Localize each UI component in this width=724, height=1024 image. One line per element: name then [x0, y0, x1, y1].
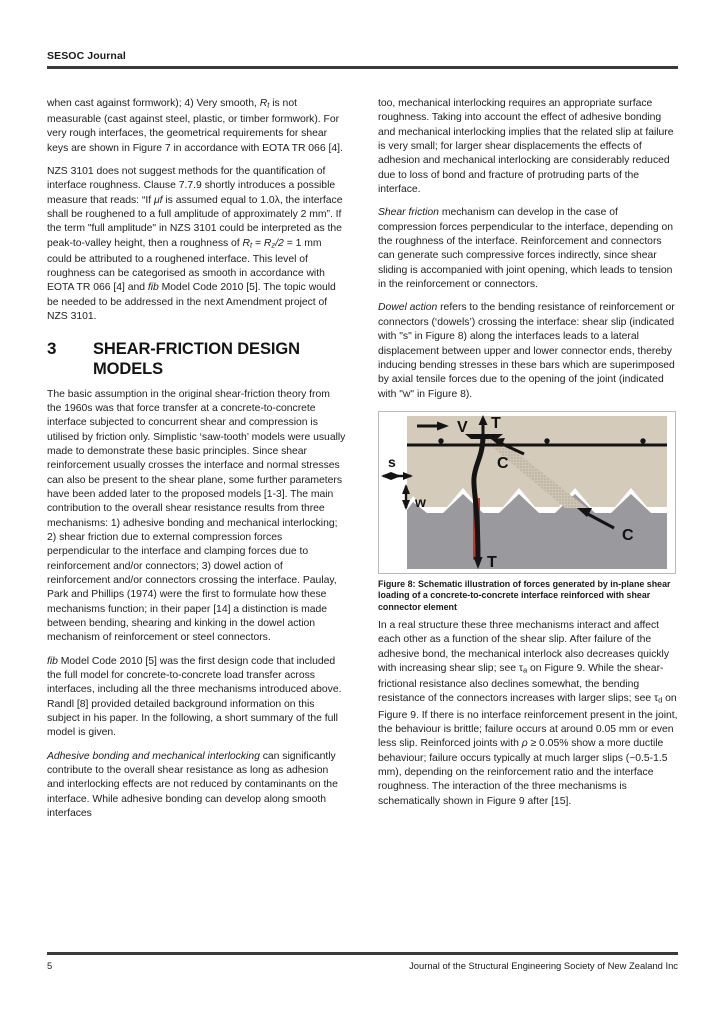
symbol-fib-2: fib: [47, 655, 58, 667]
page-footer: [47, 952, 678, 971]
page-header: [47, 50, 678, 69]
right-column: [378, 97, 678, 818]
section-heading-3: [47, 339, 347, 379]
symbol-rz: R: [263, 237, 272, 249]
symbol-rt: R: [259, 98, 268, 109]
footer-row: [47, 960, 678, 971]
figure-label-w: w: [415, 493, 426, 510]
term-dowel-action: Dowel action: [378, 302, 438, 314]
aggregate-dot: [544, 438, 549, 443]
header-title: SESOC Journal: [47, 50, 126, 62]
aggregate-dot: [438, 438, 443, 443]
text-run: NZS 3101 does not suggest methods for the quantification of interface roughness. Clause 7.7.9 shortly introduces a possible measure that reads: “If: [47, 166, 336, 206]
symbol-rt2: R: [242, 237, 251, 249]
text-run: can significantly contribute to the overall shear resistance as long as adhesion and interlocking effects are not reduced by contaminants on the interface. While adhesive bonding can develop along smooth interfaces: [47, 750, 338, 820]
paragraph-basic-assumption: The basic assumption in the original shear-friction theory from the 1960s was that force transfer at a concrete-to-concrete interface subjected to concurrent shear and compression is utilised by friction only. Simplistic ‘saw-tooth’ models were usually made to demonstrate these basic principles. Since shear reinforcement usually crosses the interface and normal stresses can also be present to the shear plane, some further parameters have been added later to the proposed models [1-3]. The main contribution to the overall shear resistance results from three mechanisms: 1) adhesive bonding and mechanical interlocking; 2) shear friction due to external compression forces perpendicular to the interface and clamping forces due to reinforcement and/or connectors; 3) dowel action of reinforcement and/or connectors crossing the interface. Paulay, Park and Phillips (1974) were the first to formulate how these mechanisms function; in their paper [14] a distinction is made between bending, shearing and kinking in the dowel action mechanism of reinforcement or steel connectors.: [47, 388, 346, 644]
symbol-fib: fib: [147, 282, 159, 294]
paragraph-formwork: [47, 97, 347, 156]
symbol-tau-a: τ: [518, 663, 523, 675]
symbol-tau-a-subscript: a: [522, 665, 528, 675]
figure-label-s: s: [388, 453, 396, 470]
section-title: SHEAR-FRICTION DESIGN MODELS: [93, 339, 300, 378]
text-run: on Figure 9. If there is no interface reinforcement present in the joint, the behaviour is brittle; failure occurs at around 0.05 mm or even less slip. Reinforced joints with: [378, 693, 678, 750]
page-number: 5: [47, 960, 53, 971]
paragraph-mechanical-interlocking: too, mechanical interlocking requires an appropriate surface roughness. Taking into account the effect of adhesive bonding and mechanical interlocking implies that the related slip at failure is very small; for larger shear displacements the effects of adhesion and mechanical interlocking are considerably reduced due to loss of bond and fracture of protruding parts of the interface.: [378, 98, 674, 196]
text-run: = 1 mm could be attributed to a roughened interface. This level of roughness can be categorised as smooth in accordance with EOTA TR 066 [4] and: [47, 237, 325, 294]
figure-8-image: [378, 411, 676, 574]
figure-label-t-top: T: [491, 414, 501, 432]
footer-divider: [47, 952, 678, 955]
figure-label-c-bottom: C: [622, 526, 634, 544]
figure-8: [378, 411, 678, 613]
text-run: Model Code 2010 [5]. The topic would be needed to be addressed in the next Amendment project of NZS 3101.: [47, 282, 336, 323]
symbol-tau-d-subscript: d: [658, 696, 663, 706]
section-number: 3: [47, 338, 57, 358]
symbol-tau-d: τ: [653, 693, 659, 705]
header-divider: [47, 66, 678, 69]
aggregate-dot: [640, 438, 645, 443]
text-run: In a real structure these three mechanisms interact and affect each other as a function of the shear slip. After failure of the adhesive bond, the mechanical interlock also decreases quickly with increasing shear slip; see: [378, 620, 670, 675]
text-run: Model Code 2010 [5] was the first design code that included the full model for concrete-to-concrete load transfer across interfaces, including all the three mechanisms introduced above. Randl [8] provided detailed background information on this subject in his paper. In the following, a short summary of the full model is given.: [47, 655, 342, 739]
symbol-rho: ρ: [521, 738, 528, 750]
symbol-rt-subscript: t: [267, 100, 270, 110]
paragraph-dowel-action: [378, 301, 678, 401]
paragraph-mechanism-interaction: [378, 619, 678, 809]
text-run: =: [252, 237, 264, 249]
text-run: refers to the bending resistance of reinforcement or connectors (‘dowels’) crossing the interface: shear slip (indicated with "s" in Figure 8) along the interfaces leads to a lateral displacement between upper and lower connector ends, thereby inducing bending stresses in these bars which are superimposed by axial tensile forces due to the opening of the joint (indicated with "w" in Figure 8).: [378, 302, 675, 400]
text-run: when cast against formwork); 4) Very smooth,: [47, 98, 260, 109]
symbol-rz-subscript: z: [271, 240, 276, 250]
footer-journal-name: Journal of the Structural Engineering Society of New Zealand Inc: [409, 960, 678, 971]
symbol-rz-divisor: /2: [275, 237, 284, 249]
symbol-rt2-subscript: t: [250, 240, 253, 250]
text-run: on Figure 9. While the shear-frictional resistance also declines somewhat, the bending resistance of the connectors increases with larger slips; see: [378, 663, 664, 705]
paragraph-shear-friction: [378, 206, 678, 292]
text-run: mechanism can develop in the case of compression forces perpendicular to the interface, depending on the roughness of the interface. Reinforcement and connectors can generate such compressive forces indirectly, since shear sliding is accompanied with joint opening, which leads to tension in the reinforcement or connectors.: [378, 207, 674, 291]
figure-8-caption: Figure 8: Schematic illustration of forces generated by in-plane shear loading of a concrete-to-concrete interface reinforced with shear connector element: [378, 578, 671, 612]
figure-label-v: V: [457, 418, 468, 436]
figure-8-illustration: [379, 412, 675, 573]
text-run: is assumed equal to 1.0λ, the interface shall be roughened to a full amplitude of approximately 2 mm”. If the term "full amplitude" in NZS 3101 could be interpreted as the peak-to-valley height, then a roughness of: [47, 194, 343, 249]
paragraph-nzs3101-roughness: [47, 165, 347, 324]
text-run: ≥ 0.05% show a more ductile behaviour; failure occurs typically at much larger slips (~0.5-1.5 mm), depending on the reinforcement ratio and the interface roughness. The interaction of the three mechanisms is schematically shown in Figure 9 after [15].: [378, 738, 668, 807]
paragraph-adhesive-bonding: [47, 750, 347, 822]
paragraph-fib-model-code: [47, 655, 347, 741]
figure-label-t-bottom: T: [487, 553, 497, 571]
text-run: is not measurable (cast against steel, plastic, or timber formwork). For very rough interfaces, the geometrical requirements for shear keys are shown in Figure 7 in accordance with EOTA TR 066 [4].: [47, 98, 343, 154]
term-adhesive-bonding: Adhesive bonding and mechanical interlocking: [47, 750, 260, 762]
figure-label-c-top: C: [497, 454, 509, 472]
symbol-muf: μf: [153, 194, 163, 206]
left-column: [47, 97, 347, 830]
term-shear-friction: Shear friction: [378, 207, 439, 219]
two-column-body: [47, 97, 678, 927]
